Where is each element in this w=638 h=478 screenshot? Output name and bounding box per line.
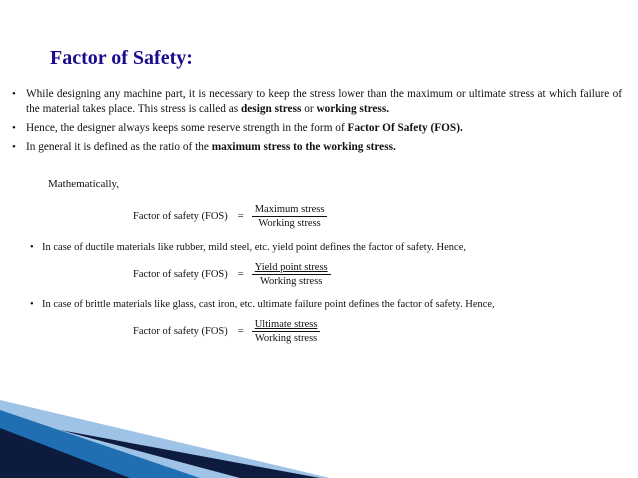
bullet-dot: • <box>30 242 34 253</box>
fos-equation-max <box>133 204 327 229</box>
bullet-text: Hence, the designer always keeps some reserve strength in the form of <box>26 122 348 134</box>
fraction <box>252 204 328 229</box>
slide-title: Factor of Safety: <box>50 47 193 69</box>
bullet-dot: • <box>12 122 16 134</box>
sub-bullet-brittle <box>30 298 638 312</box>
bullet-dot: • <box>12 88 16 100</box>
bullet-item <box>10 140 622 155</box>
bullet-text: While designing any machine part, it is necessary to keep the stress lower than the maximum or ultimate stress at which failure of the material takes place. This stress is called as <box>26 88 622 115</box>
fos-equation-yield <box>133 262 331 287</box>
bullet-bold-text: working stress. <box>316 103 390 115</box>
sub-bullet-text: In case of ductile materials like rubber, mild steel, etc. yield point defines the factor of safety. Hence, <box>42 242 466 253</box>
bullet-bold-text: design stress <box>241 103 302 115</box>
bullet-bold-text: Factor Of Safety (FOS). <box>347 122 463 134</box>
sub-bullet-ductile <box>30 241 638 255</box>
bullet-text: or <box>301 103 317 115</box>
slide-footer-decoration <box>0 388 638 478</box>
equals-sign: = <box>237 211 244 222</box>
sub-bullet-text: In case of brittle materials like glass, cast iron, etc. ultimate failure point defines the factor of safety. Hence, <box>42 299 495 310</box>
bullet-item <box>10 87 622 117</box>
denominator: Working stress <box>258 218 321 229</box>
fraction <box>252 262 331 287</box>
bullet-text: In general it is defined as the ratio of the <box>26 141 212 153</box>
bullet-item <box>10 121 622 136</box>
bullet-dot: • <box>30 299 34 310</box>
numerator: Maximum stress <box>252 204 328 217</box>
bullet-bold-text: maximum stress to the working stress. <box>211 141 396 153</box>
numerator: Yield point stress <box>252 262 331 275</box>
numerator: Ultimate stress <box>252 319 321 332</box>
fos-equation-ultimate <box>133 319 320 344</box>
fraction <box>252 319 321 344</box>
equation-lhs: Factor of safety (FOS) <box>133 326 228 337</box>
equation-lhs: Factor of safety (FOS) <box>133 269 228 280</box>
denominator: Working stress <box>259 276 323 287</box>
equation-lhs: Factor of safety (FOS) <box>133 211 228 222</box>
mathematically-label: Mathematically, <box>48 178 120 190</box>
equals-sign: = <box>237 269 244 280</box>
bullet-list <box>10 87 622 159</box>
denominator: Working stress <box>254 333 318 344</box>
bullet-dot: • <box>12 141 16 153</box>
equals-sign: = <box>237 326 244 337</box>
